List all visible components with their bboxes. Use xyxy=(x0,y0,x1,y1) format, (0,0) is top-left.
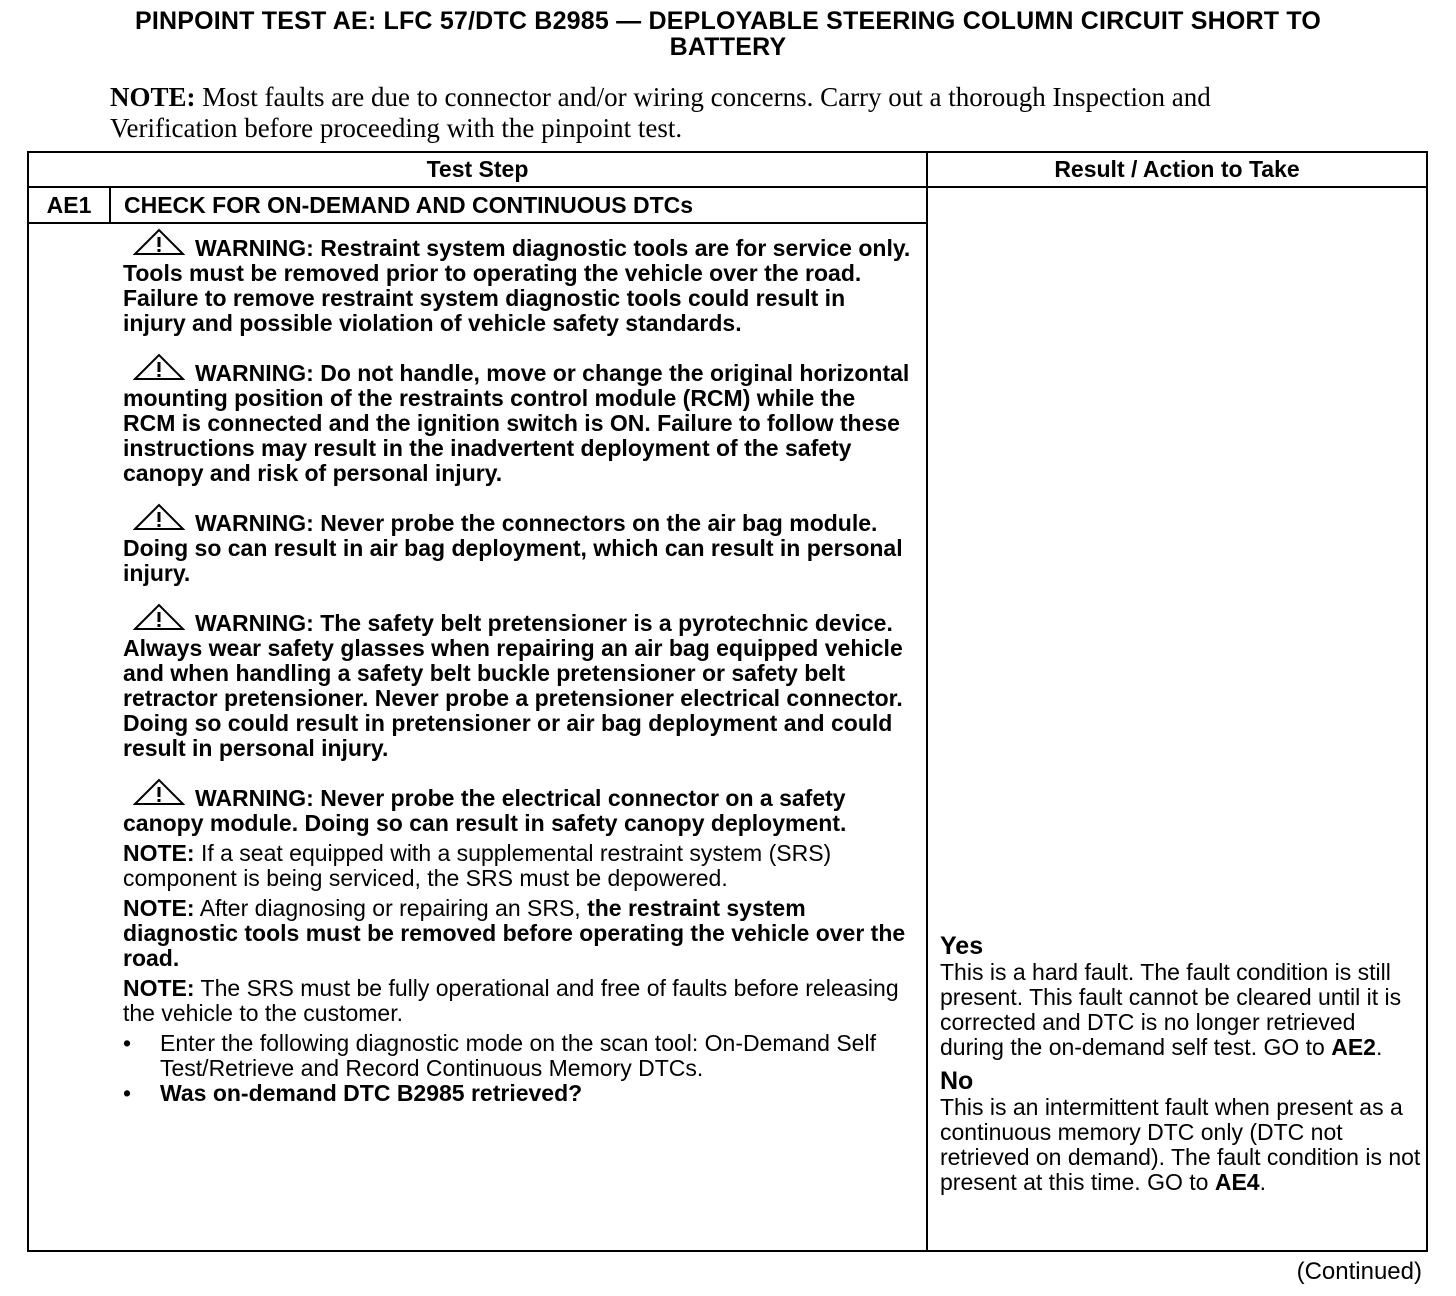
note-text: After diagnosing or repairing an SRS, xyxy=(199,895,581,921)
warning-2-text: WARNING: Do not handle, move or change the original horizontal mounting position of the restraints control module (RCM) while the RCM is connected and the ignition switch is ON. Failure to follow these instructions may result in the inadvertent deployment of the safety canopy and risk of personal injury. xyxy=(123,360,910,486)
warning-triangle-icon xyxy=(133,603,185,631)
goto-ae2-link[interactable]: AE2 xyxy=(1331,1034,1376,1060)
warning-5 xyxy=(123,786,913,836)
step-title: CHECK FOR ON-DEMAND AND CONTINUOUS DTCs xyxy=(124,192,694,218)
note-operational xyxy=(123,976,913,1026)
title-line-2: BATTERY xyxy=(669,33,787,61)
warning-4 xyxy=(123,611,913,761)
column-divider xyxy=(926,151,928,1251)
title-line-1: PINPOINT TEST AE: LFC 57/DTC B2985 — DEPLOYABLE STEERING COLUMN CIRCUIT SHORT TO xyxy=(134,7,1322,35)
warning-triangle-icon xyxy=(133,503,185,531)
warning-triangle-icon xyxy=(133,353,185,381)
bullet-item xyxy=(123,1081,913,1106)
bullet-dot: • xyxy=(123,1080,132,1106)
result-no-text: This is an intermittent fault when present as a continuous memory DTC only (DTC not retrieved on demand). The fault condition is not present at this time. GO to xyxy=(940,1094,1421,1195)
test-step-body xyxy=(123,236,913,1106)
note-label: NOTE: xyxy=(123,895,195,921)
note-label: NOTE: xyxy=(123,840,195,866)
note-bold-text: the restraint system diagnostic tools must be removed before operating the vehicle over the road. xyxy=(123,895,906,971)
note-text: If a seat equipped with a supplemental restraint system (SRS) component is being serviced, the SRS must be depowered. xyxy=(123,840,832,891)
note-remove-tools xyxy=(123,896,913,971)
result-yes-text: This is a hard fault. The fault condition is still present. This fault cannot be cleared until it is corrected and DTC is no longer retrieved during the on-demand self test. GO to xyxy=(940,959,1402,1060)
header-test-step: Test Step xyxy=(426,156,529,182)
header-result-action: Result / Action to Take xyxy=(1054,156,1300,182)
goto-ae4-link[interactable]: AE4 xyxy=(1214,1169,1260,1195)
bullet-item xyxy=(123,1031,913,1081)
step-id-divider xyxy=(109,187,111,223)
note-label: NOTE: xyxy=(123,975,195,1001)
result-no xyxy=(940,1095,1422,1195)
warning-1 xyxy=(123,236,913,336)
note-depower xyxy=(123,841,913,891)
period: . xyxy=(1375,1034,1383,1060)
intro-note-text: Most faults are due to connector and/or wiring concerns. Carry out a thorough Inspection and Verification before proceeding with the pinpoint test. xyxy=(110,82,1211,143)
continued-label: (Continued) xyxy=(1296,1258,1422,1285)
intro-note-label: NOTE: xyxy=(110,82,196,112)
result-no-heading: No xyxy=(940,1067,974,1095)
warning-triangle-icon xyxy=(133,228,185,256)
page-title xyxy=(0,8,1456,60)
step-id: AE1 xyxy=(46,192,92,218)
bullet-dot: • xyxy=(123,1030,132,1056)
warning-triangle-icon xyxy=(133,778,185,806)
warning-5-text: WARNING: Never probe the electrical connector on a safety canopy module. Doing so can result in safety canopy deployment. xyxy=(123,785,847,836)
warning-3-text: WARNING: Never probe the connectors on the air bag module. Doing so can result in air bag deployment, which can result in personal injury. xyxy=(123,510,903,586)
warning-2 xyxy=(123,361,913,486)
result-yes xyxy=(940,960,1422,1060)
warning-4-text: WARNING: The safety belt pretensioner is a pyrotechnic device. Always wear safety glasses when repairing an air bag equipped vehicle and when handling a safety belt buckle pretensioner or safety belt retractor pretensioner. Never probe a pretensioner electrical connector. Doing so could result in pretensioner or air bag deployment and could result in personal injury. xyxy=(123,610,903,761)
step-divider xyxy=(27,222,928,224)
bullet-question: Was on-demand DTC B2985 retrieved? xyxy=(160,1080,583,1106)
warning-3 xyxy=(123,511,913,586)
period: . xyxy=(1259,1169,1266,1195)
warning-1-text: WARNING: Restraint system diagnostic tools are for service only. Tools must be removed prior to operating the vehicle over the road. Failure to remove restraint system diagnostic tools could result in injury and possible violation of vehicle safety standards. xyxy=(123,235,911,336)
result-yes-heading: Yes xyxy=(940,932,984,960)
result-action xyxy=(940,933,1422,1203)
note-text: The SRS must be fully operational and free of faults before releasing the vehicle to the customer. xyxy=(123,975,899,1026)
bullet-text: Enter the following diagnostic mode on the scan tool: On-Demand Self Test/Retrieve and Record Continuous Memory DTCs. xyxy=(160,1030,876,1081)
intro-note xyxy=(110,82,1250,144)
